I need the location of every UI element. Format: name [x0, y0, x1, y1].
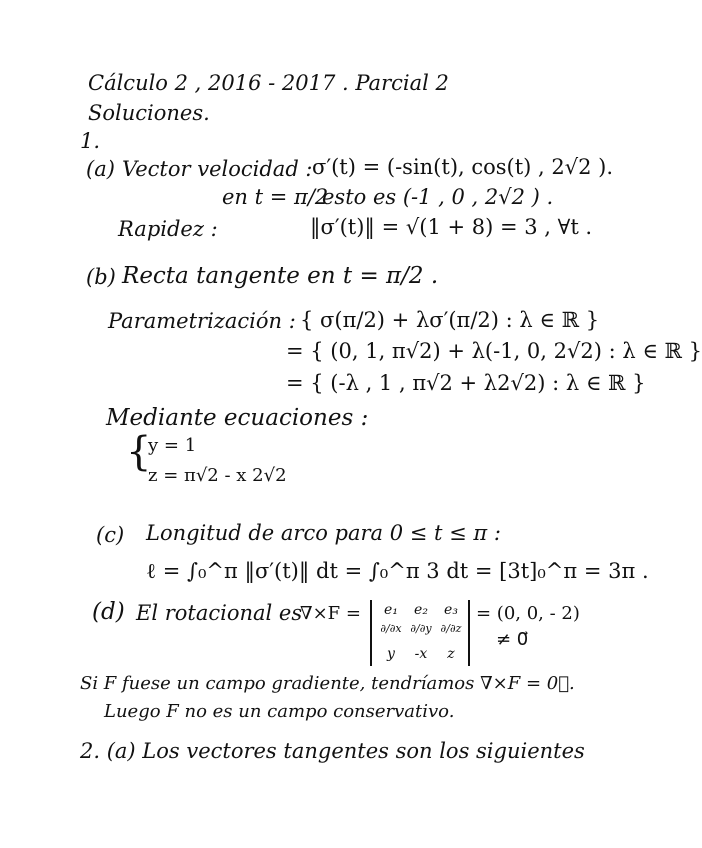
curl-symbol: ∇×F =	[300, 603, 361, 624]
evaluation-point: en t = π/2	[222, 185, 329, 209]
part-d-label: (d)	[92, 599, 125, 625]
velocity-at-point: esto es (-1 , 0 , 2√2 ) .	[322, 185, 554, 209]
section-2-heading: 2. (a) Los vectores tangentes son los siguientes	[80, 739, 585, 763]
speed-label: Rapidez :	[118, 217, 218, 241]
velocity-equation: σ′(t) = (-sin(t), cos(t) , 2√2 ).	[312, 155, 614, 179]
matrix-cell: z	[447, 646, 455, 662]
equations-label: Mediante ecuaciones :	[106, 405, 369, 431]
matrix-cell: ∂/∂y	[410, 622, 432, 635]
matrix-cell: -x	[414, 646, 428, 662]
conclusion-line-2: Luego F no es un campo conservativo.	[104, 701, 455, 722]
parametrization-label: Parametrización :	[108, 309, 296, 333]
speed-equation: ‖σ′(t)‖ = √(1 + 8) = 3 , ∀t .	[310, 215, 593, 239]
matrix-cell: y	[387, 646, 395, 662]
part-d-heading: El rotacional es	[136, 601, 303, 625]
param-line-1: { σ(π/2) + λσ′(π/2) : λ ∈ ℝ }	[300, 308, 600, 332]
part-b-heading: Recta tangente en t = π/2 .	[122, 263, 439, 289]
arc-length-equation: ℓ = ∫₀^π ‖σ′(t)‖ dt = ∫₀^π 3 dt = [3t]₀^π = 3π .	[146, 559, 649, 583]
determinant-right-bar	[468, 600, 470, 666]
conclusion-line-1: Si F fuese un campo gradiente, tendríamos ∇×F = 0⃗.	[80, 673, 575, 694]
section-1-label: 1.	[80, 129, 101, 153]
part-c-label: (c)	[96, 523, 125, 547]
curl-determinant	[364, 600, 474, 670]
curl-result: = (0, 0, - 2)	[476, 603, 580, 624]
curl-nonzero: ≠ 0⃗	[496, 629, 529, 650]
subtitle: Soluciones.	[88, 101, 210, 125]
part-b-label: (b)	[86, 265, 116, 289]
part-c-heading: Longitud de arco para 0 ≤ t ≤ π :	[146, 521, 501, 545]
part-a-label: (a)	[86, 157, 115, 181]
determinant-left-bar	[370, 600, 372, 666]
system-brace: {	[126, 429, 152, 475]
matrix-cell: ∂/∂z	[440, 622, 462, 635]
part-a-heading: Vector velocidad :	[122, 157, 313, 181]
matrix-cell: ∂/∂x	[380, 622, 402, 635]
system-eq-z: z = π√2 - x 2√2	[148, 465, 287, 486]
param-line-3: = { (-λ , 1 , π√2 + λ2√2) : λ ∈ ℝ }	[286, 371, 646, 395]
matrix-cell: e₁	[384, 602, 398, 618]
exam-title: Cálculo 2 , 2016 - 2017 . Parcial 2	[88, 71, 449, 95]
system-eq-y: y = 1	[148, 435, 197, 456]
param-line-2: = { (0, 1, π√2) + λ(-1, 0, 2√2) : λ ∈ ℝ }	[286, 339, 702, 363]
matrix-cell: e₃	[444, 602, 458, 618]
matrix-cell: e₂	[414, 602, 428, 618]
